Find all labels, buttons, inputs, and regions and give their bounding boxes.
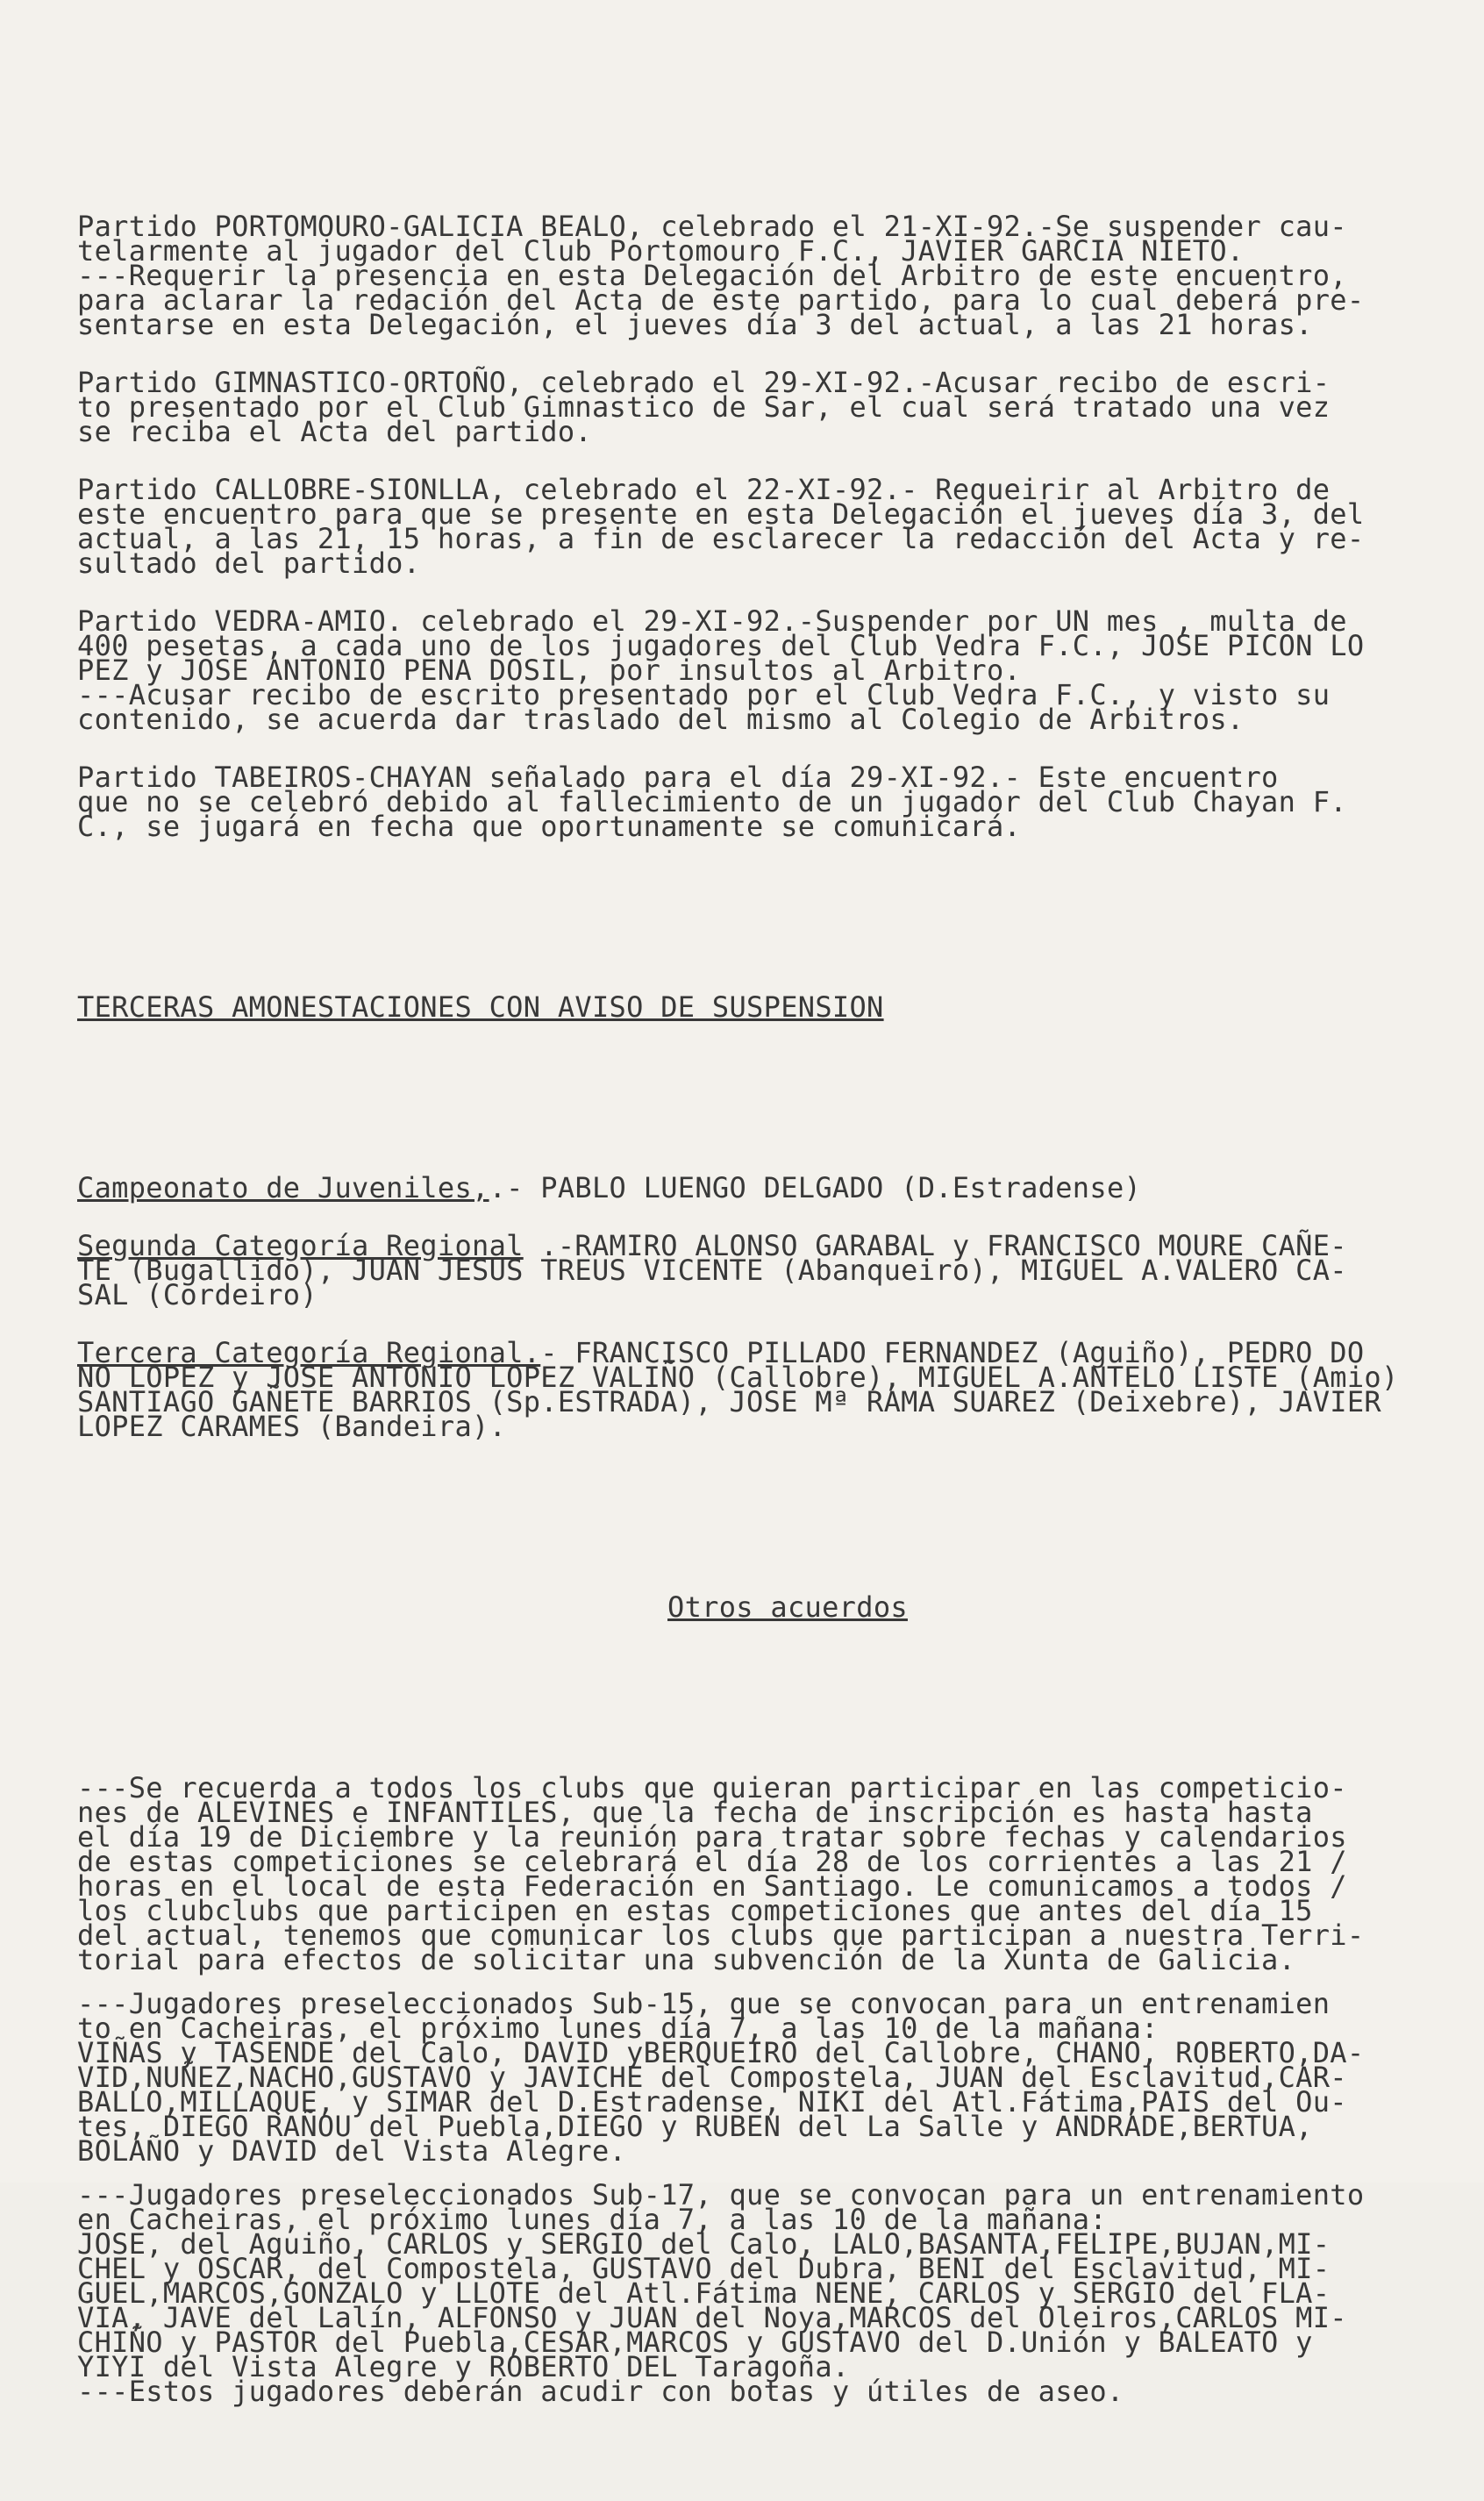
paragraph [77, 1771, 1445, 1976]
amonestaciones-section [77, 946, 1445, 1068]
text-line: YIYI del Vista Alegre y ROBERTO DEL Taragoña. [77, 2350, 850, 2383]
player-list: - FRANCISCO PILLADO FERNANDEZ (Aguiño), PEDRO DO [540, 1336, 1365, 1369]
text-line: sultado del partido. [77, 547, 421, 580]
paragraph [77, 473, 1445, 580]
otros-paragraphs [77, 1771, 1445, 2408]
amonestacion-entry [77, 1171, 1445, 1204]
paragraph [77, 604, 1445, 736]
text-line: ---Estos jugadores deberán acudir con botas y útiles de aseo. [77, 2375, 1124, 2408]
otros-heading-block [77, 1546, 1445, 1669]
amonestacion-first-line [77, 1171, 1445, 1204]
paragraph [77, 210, 1445, 341]
text-line: BOLAÑO y DAVID del Vista Alegre. [77, 2134, 627, 2168]
player-list: .-RAMIRO ALONSO GARABAL y FRANCISCO MOURE CAÑE- [523, 1229, 1347, 1262]
paragraph [77, 761, 1445, 843]
text-line: SANTIAGO GAÑETE BARRIOS (Sp.ESTRADA), JOSE Mª RAMA SUAREZ (Deixebre), JAVIER [77, 1385, 1381, 1418]
text-line: Partido PORTOMOURO-GALICIA BEALO, celebrado el 21-XI-92.-Se suspender cau- [77, 210, 1347, 243]
text-line: JOSE, del Aguiño, CARLOS y SERGIO del Calo, LALO,BASANTA,FELIPE,BUJAN,MI- [77, 2227, 1331, 2261]
category-label: Segunda Categoría Regional [77, 1229, 524, 1262]
category-label: Tercera Categoría Regional. [77, 1336, 541, 1369]
paragraph [77, 2178, 1445, 2408]
paragraph [77, 366, 1445, 448]
text-line: ---Acusar recibo de escrito presentado por el Club Vedra F.C., y visto su [77, 678, 1331, 711]
document-body [77, 140, 1445, 2497]
text-line: to presentado por el Club Gimnastico de Sar, el cual será tratado una vez [77, 390, 1331, 424]
text-line: ---Requerir la presencia en esta Delegación del Arbitro de este encuentro, [77, 259, 1347, 292]
text-line: VIA, JAVE del Lalín, ALFONSO y JUAN del Noya,MARCOS del Oleiros,CARLOS MI- [77, 2301, 1347, 2334]
text-line: tes, DIEGO RAÑOU del Puebla,DIEGO y RUBEN del La Salle y ANDRADE,BERTUA, [77, 2110, 1313, 2143]
text-line: TE (Bugallido), JUAN JESUS TREUS VICENTE (Abanqueiro), MIGUEL A.VALERO CA- [77, 1254, 1347, 1287]
text-line: de estas competiciones se celebrará el día 28 de los corrientes a las 21 / [77, 1845, 1347, 1878]
text-line: LOPEZ CARAMES (Bandeira). [77, 1410, 507, 1443]
text-line: Partido TABEIROS-CHAYAN señalado para el día 29-XI-92.- Este encuentro [77, 761, 1279, 794]
section-heading: TERCERAS AMONESTACIONES CON AVISO DE SUSPENSION [77, 990, 884, 1024]
text-line: en Cacheiras, el próximo lunes día 7, a las 10 de la mañana: [77, 2203, 1107, 2236]
text-line: el día 19 de Diciembre y la reunión para tratar sobre fechas y calendarios [77, 1820, 1347, 1854]
text-line: se reciba el Acta del partido. [77, 415, 592, 448]
text-line: Partido CALLOBRE-SIONLLA, celebrado el 22-XI-92.- Requeirir al Arbitro de [77, 473, 1331, 506]
text-line: los clubclubs que participen en estas competiciones que antes del día 15 [77, 1894, 1313, 1927]
text-line: SAL (Cordeiro) [77, 1278, 317, 1311]
match-paragraphs [77, 210, 1445, 843]
paragraph [77, 1987, 1445, 2168]
text-line: C., se jugará en fecha que oportunamente se comunicará. [77, 810, 1022, 843]
text-line: BALLO,MILLAQUE, y SIMAR del D.Estradense, NIKI del Atl.Fátima,PAIS del Ou- [77, 2085, 1347, 2119]
text-line: Partido VEDRA-AMIO. celebrado el 29-XI-92.-Suspender por UN mes , multa de [77, 604, 1347, 638]
amonestaciones-list [77, 1171, 1445, 1443]
amonestacion-entry [77, 1336, 1445, 1443]
text-line: GUEL,MARCOS,GONZALO y LLOTE del Atl.Fátima NENE, CARLOS y SERGIO del FLA- [77, 2276, 1331, 2310]
text-line: telarmente al jugador del Club Portomouro F.C., JAVIER GARCIA NIETO. [77, 234, 1245, 268]
text-line: contenido, se acuerda dar traslado del mismo al Colegio de Arbitros. [77, 703, 1245, 736]
text-line: ---Jugadores preseleccionados Sub-17, que se convocan para un entrenamiento [77, 2178, 1365, 2212]
text-line: nes de ALEVINES e INFANTILES, que la fecha de inscripción es hasta hasta [77, 1796, 1313, 1829]
text-line: sentarse en esta Delegación, el jueves día 3 del actual, a las 21 horas. [77, 308, 1313, 341]
text-line: VIÑAS y TASENDE del Calo, DAVID yBERQUEIRO del Callobre, CHANO, ROBERTO,DA- [77, 2036, 1365, 2069]
category-label: Campeonato de Juveniles, [77, 1171, 489, 1204]
text-line: NO LOPEZ y JOSE ANTONIO LOPEZ VALIÑO (Callobre), MIGUEL A.ANTELO LISTE (Amio) [77, 1361, 1399, 1394]
text-line: PEZ y JOSE ANTONIO PENA DOSIL, por insultos al Arbitro. [77, 654, 1022, 687]
text-line: 400 pesetas, a cada uno de los jugadores del Club Vedra F.C., JOSE PICON LO [77, 629, 1365, 662]
text-line: horas en el local de esta Federación en Santiago. Le comunicamos a todos / [77, 1869, 1347, 1903]
text-line: del actual, tenemos que comunicar los clubs que participan a nuestra Terri- [77, 1919, 1365, 1952]
text-line: to en Cacheiras, el próximo lunes día 7, a las 10 de la mañana: [77, 2012, 1159, 2045]
amonestacion-entry [77, 1229, 1445, 1311]
text-line: Partido GIMNASTICO-ORTOÑO, celebrado el 29-XI-92.-Acusar recibo de escri- [77, 366, 1331, 399]
text-line: para aclarar la redación del Acta de este partido, para lo cual deberá pre- [77, 283, 1365, 317]
text-line: CHEL y OSCAR, del Compostela, GUSTAVO del Dubra, BENI del Esclavitud, MI- [77, 2252, 1331, 2285]
text-line: actual, a las 21, 15 horas, a fin de esclarecer la redacción del Acta y re- [77, 522, 1365, 555]
text-line: que no se celebró debido al fallecimiento de un jugador del Club Chayan F. [77, 785, 1347, 818]
text-line: VID,NUÑEZ,NACHO,GUSTAVO y JAVICHE del Compostela, JUAN del Esclavitud,CAR- [77, 2061, 1347, 2094]
otros-heading: Otros acuerdos [667, 1590, 908, 1624]
text-line: ---Jugadores preseleccionados Sub-15, que se convocan para un entrenamien [77, 1987, 1331, 2020]
player-list: .- PABLO LUENGO DELGADO (D.Estradense) [489, 1171, 1142, 1204]
text-line: ---Se recuerda a todos los clubs que quieran participar en las competicio- [77, 1771, 1347, 1804]
text-line: este encuentro para que se presente en esta Delegación el jueves día 3, del [77, 497, 1365, 531]
text-line: CHIÑO y PASTOR del Puebla,CESAR,MARCOS y GUSTAVO del D.Unión y BALEATO y [77, 2326, 1313, 2359]
text-line: torial para efectos de solicitar una subvención de la Xunta de Galicia. [77, 1943, 1296, 1976]
